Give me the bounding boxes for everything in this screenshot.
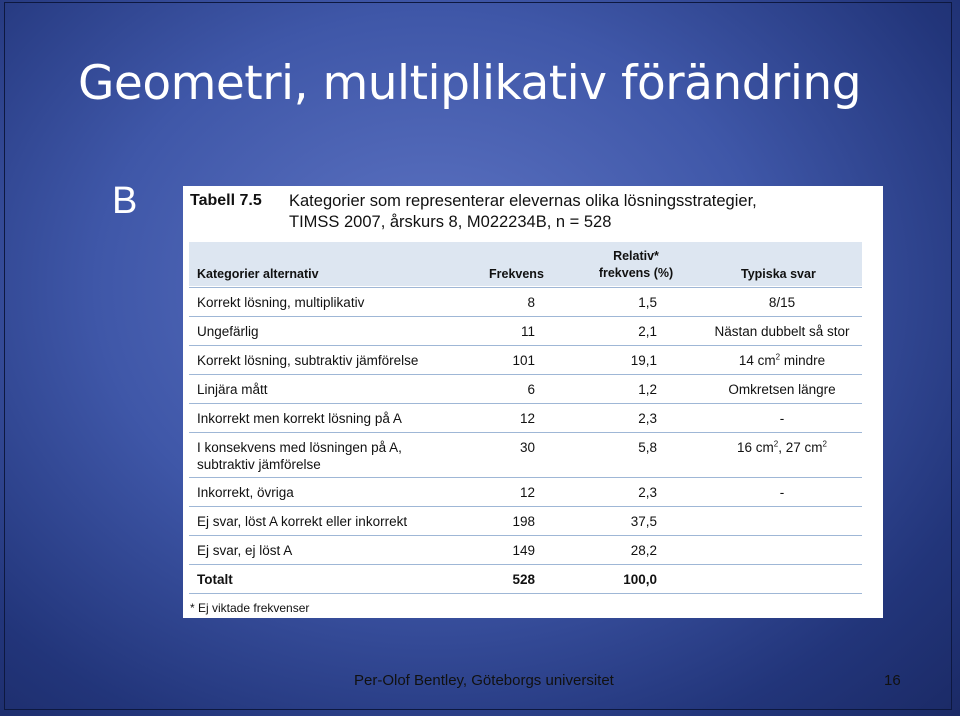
header-frequency: Frekvens <box>489 267 544 281</box>
page-number: 16 <box>884 672 901 689</box>
table-row-category: Inkorrekt, övriga <box>197 485 294 500</box>
header-relative-line1: Relativ* <box>613 249 659 263</box>
total-relative: 100,0 <box>623 572 657 587</box>
statistics-table <box>183 186 883 618</box>
table-row-category: Korrekt lösning, multiplikativ <box>197 295 365 310</box>
table-footnote: * Ej viktade frekvenser <box>190 601 310 615</box>
superscript: 2 <box>773 439 779 449</box>
row-divider <box>189 374 862 375</box>
table-row-category: Korrekt lösning, subtraktiv jämförelse <box>197 353 419 368</box>
table-row-relative: 37,5 <box>630 514 657 529</box>
header-relative <box>591 248 681 282</box>
table-row-frequency: 12 <box>519 411 535 426</box>
slide-title: Geometri, multiplikativ förändring <box>78 56 862 111</box>
table-caption-line1: Kategorier som representerar elevernas olika lösningsstrategier, <box>289 192 757 210</box>
table-row-typical: Omkretsen längre <box>728 382 836 397</box>
table-row-frequency: 6 <box>527 382 535 397</box>
subtask-letter: B <box>112 180 138 222</box>
table-caption <box>289 191 757 233</box>
table-row-relative: 1,5 <box>638 295 657 310</box>
table-row-typical: - <box>779 411 785 426</box>
typical-value: 16 cm <box>737 440 774 455</box>
total-label: Totalt <box>197 572 233 587</box>
row-divider <box>189 432 862 433</box>
table-row-category: Ej svar, löst A korrekt eller inkorrekt <box>197 514 408 529</box>
table-row-frequency: 12 <box>519 485 535 500</box>
table-caption-line2: TIMSS 2007, årskurs 8, M022234B, n = 528 <box>289 213 612 231</box>
table-row-relative: 19,1 <box>630 353 657 368</box>
table-row-relative: 2,3 <box>638 411 657 426</box>
table-row-category: Ej svar, ej löst A <box>197 543 293 558</box>
table-row-typical: Nästan dubbelt så stor <box>714 324 850 339</box>
table-row-relative: 2,1 <box>638 324 657 339</box>
table-caption-label: Tabell 7.5 <box>190 192 262 209</box>
table-row-frequency: 149 <box>512 543 535 558</box>
table-row-relative: 5,8 <box>638 440 657 455</box>
superscript: 2 <box>775 352 781 362</box>
table-row-typical <box>697 352 867 369</box>
table-row-category: Linjära mått <box>197 382 268 397</box>
row-divider <box>189 287 862 288</box>
row-divider <box>189 506 862 507</box>
table-row-category: Inkorrekt men korrekt lösning på A <box>197 411 402 426</box>
header-relative-line2: frekvens (%) <box>598 266 674 280</box>
superscript: 2 <box>822 439 827 449</box>
category-line2: subtraktiv jämförelse <box>197 457 321 472</box>
header-category: Kategorier alternativ <box>197 267 319 281</box>
category-line1: I konsekvens med lösningen på A, <box>197 440 402 455</box>
table-row-frequency: 11 <box>520 324 535 339</box>
typical-value-second: , 27 cm <box>778 440 823 455</box>
table-row-typical: - <box>779 485 785 500</box>
row-divider <box>189 477 862 478</box>
table-row-typical <box>697 439 867 456</box>
row-divider <box>189 316 862 317</box>
typical-value-suffix: mindre <box>780 353 826 368</box>
table-row-frequency: 101 <box>512 353 535 368</box>
total-frequency: 528 <box>512 572 535 587</box>
table-row-frequency: 198 <box>512 514 535 529</box>
table-row-category: Ungefärlig <box>197 324 259 339</box>
slide-footer: Per-Olof Bentley, Göteborgs universitet <box>354 672 614 689</box>
row-divider <box>189 593 862 594</box>
header-typical: Typiska svar <box>741 267 816 281</box>
row-divider <box>189 564 862 565</box>
table-row-relative: 2,3 <box>638 485 657 500</box>
table-row-frequency: 30 <box>519 440 535 455</box>
row-divider <box>189 403 862 404</box>
row-divider <box>189 535 862 536</box>
table-row-relative: 1,2 <box>638 382 657 397</box>
row-divider <box>189 345 862 346</box>
typical-value: 14 cm <box>738 353 776 368</box>
table-row-frequency: 8 <box>527 295 535 310</box>
table-row-typical: 8/15 <box>768 295 796 310</box>
table-row-relative: 28,2 <box>630 543 657 558</box>
table-row-category <box>197 439 402 473</box>
